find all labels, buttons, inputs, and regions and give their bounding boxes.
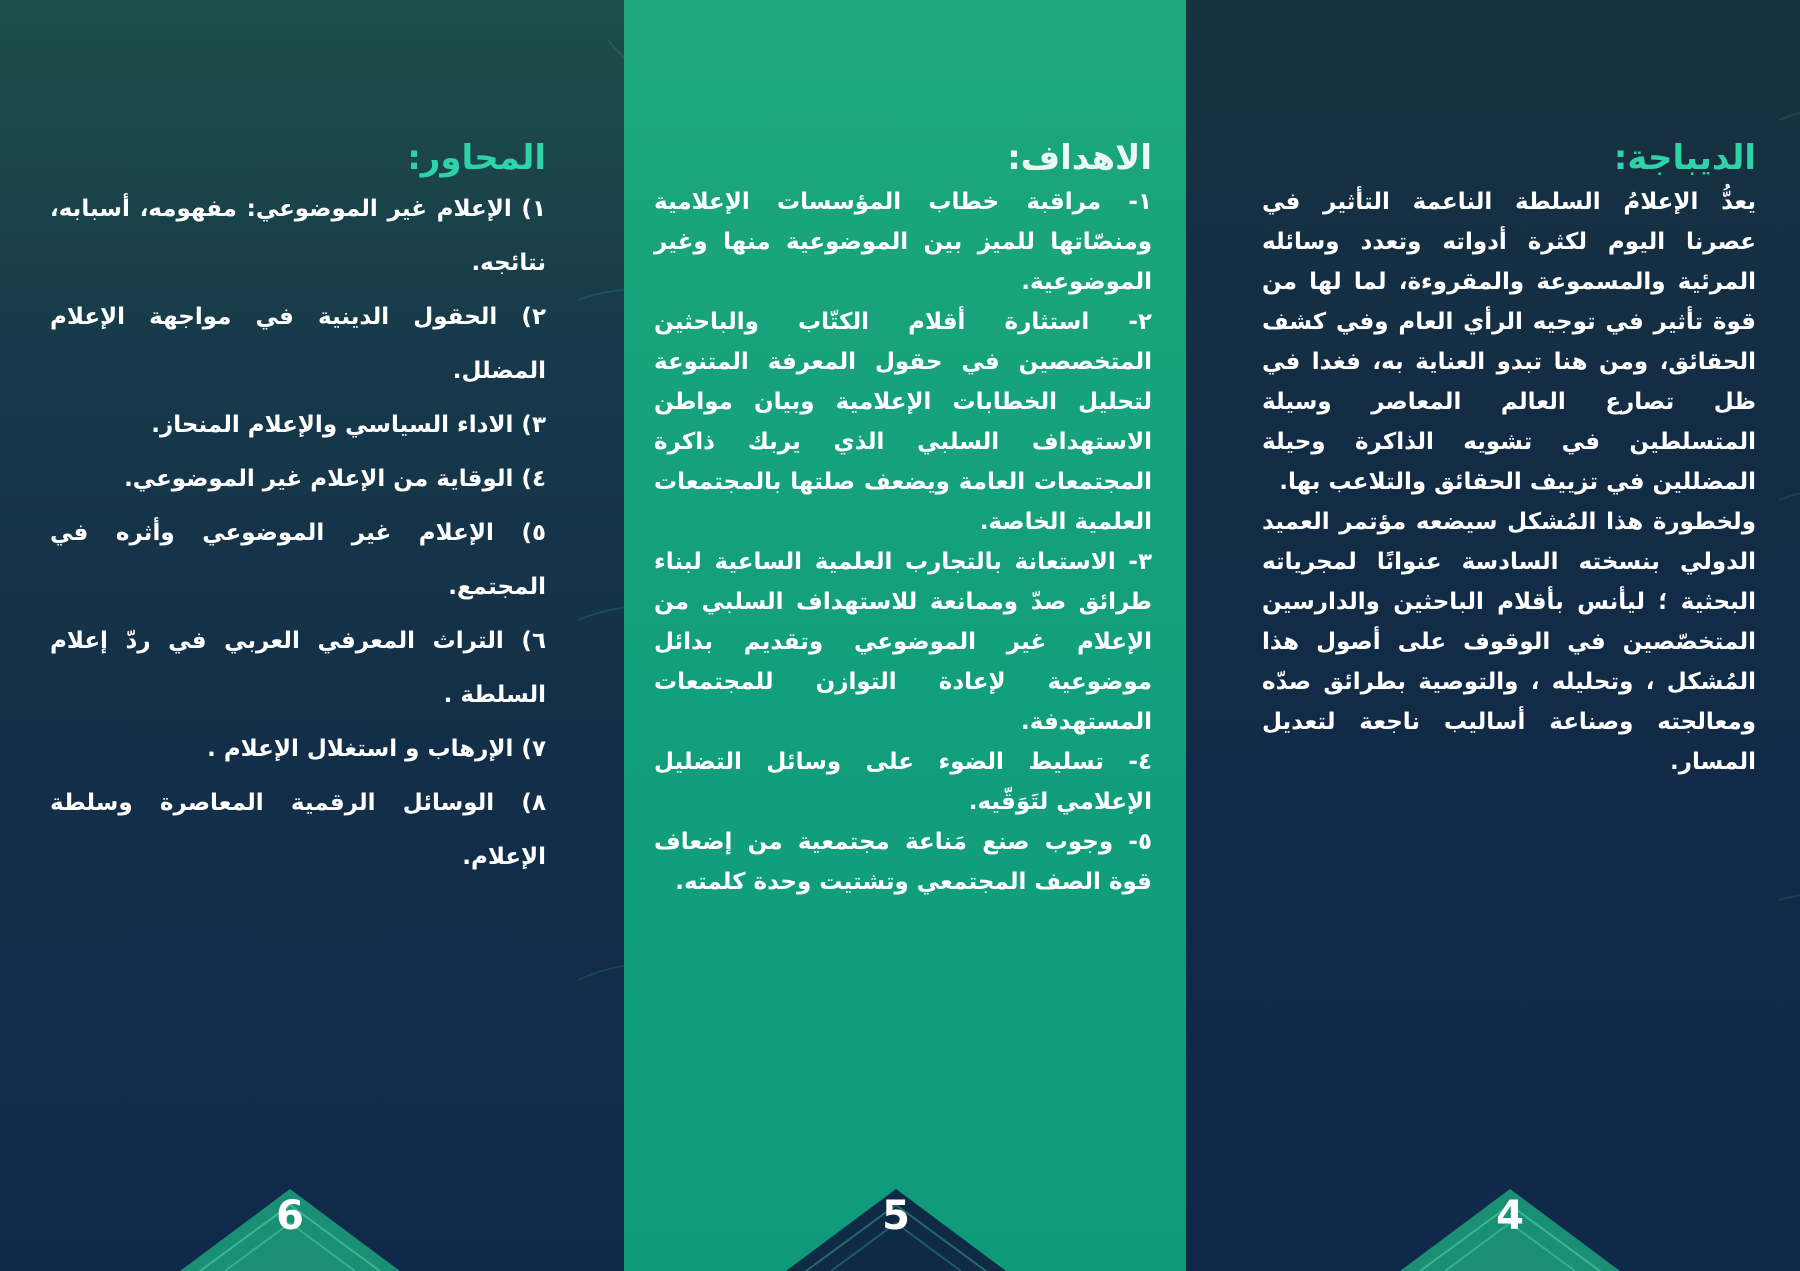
objectives-column [654, 138, 1152, 902]
preamble-paragraph: ولخطورة هذا المُشكل سيضعه مؤتمر العميد الدولي بنسخته السادسة عنوانًا لمجرياته البحثية ؛ ليأنس بأقلام الباحثين والدارسين المتخصّصين في الوقوف على أصول هذا المُشكل ، وتحليله ، والتوصية بطرائق صدّه ومعالجته وصناعة أساليب ناجعة لتعديل المسار. [1262, 509, 1756, 775]
page-number: 6 [276, 1193, 304, 1239]
preamble-paragraph: يعدُّ الإعلامُ السلطة الناعمة التأثير في عصرنا اليوم لكثرة أدواته وتعدد وسائله المرئية والمسموعة والمقروءة، لما لها من قوة تأثير في توجيه الرأي العام وفي كشف الحقائق، ومن هنا تبدو العناية به، فغدا في ظل تصارع العالم المعاصر وسيلة المتسلطين في تشويه الذاكرة وحيلة المضللين في تزييف الحقائق والتلاعب بها. [1262, 189, 1756, 495]
objective-item: ٥- وجوب صنع مَناعة مجتمعية من إضعاف قوة الصف المجتمعي وتشتيت وحدة كلمته. [654, 829, 1152, 895]
axes-list [50, 182, 546, 884]
axes-title: المحاور: [407, 138, 546, 178]
page-number: 5 [882, 1193, 910, 1239]
objective-item: ١- مراقبة خطاب المؤسسات الإعلامية ومنصّاتها للميز بين الموضوعية منها وغير الموضوعية. [654, 189, 1152, 295]
objective-item: ٣- الاستعانة بالتجارب العلمية الساعية لبناء طرائق صدّ وممانعة للاستهداف السلبي من الإعلام غير الموضوعي وتقديم بدائل موضوعية لإعادة التوازن للمجتمعات المستهدفة. [654, 549, 1152, 735]
objectives-title: الاهداف: [1007, 138, 1152, 178]
objective-item: ٢- استثارة أقلام الكتّاب والباحثين المتخصصين في حقول المعرفة المتنوعة لتحليل الخطابات الإعلامية وبيان مواطن الاستهداف السلبي الذي يربك ذاكرة المجتمعات العامة ويضعف صلتها بالمجتمعات العلمية الخاصة. [654, 309, 1152, 535]
preamble-column [1262, 138, 1756, 782]
page-footer-right [1400, 1181, 1620, 1271]
objective-item: ٤- تسليط الضوء على وسائل التضليل الإعلامي لتَوَقّيه. [654, 749, 1152, 815]
axis-item: ٥) الإعلام غير الموضوعي وأثره في المجتمع. [50, 520, 546, 600]
axes-column [50, 138, 546, 884]
axis-item: ٦) التراث المعرفي العربي في ردّ إعلام السلطة . [50, 628, 546, 708]
preamble-title: الديباجة: [1613, 138, 1756, 178]
axis-item: ٧) الإرهاب و استغلال الإعلام . [207, 736, 546, 762]
axis-item: ٤) الوقاية من الإعلام غير الموضوعي. [124, 466, 546, 492]
page-number: 4 [1496, 1193, 1524, 1239]
axis-item: ٣) الاداء السياسي والإعلام المنحاز. [151, 412, 546, 438]
page-footer-left [180, 1181, 400, 1271]
axis-item: ٨) الوسائل الرقمية المعاصرة وسلطة الإعلام. [50, 790, 546, 870]
axis-item: ١) الإعلام غير الموضوعي: مفهومه، أسبابه، نتائجه. [50, 196, 546, 276]
page-footer-center [786, 1181, 1006, 1271]
axis-item: ٢) الحقول الدينية في مواجهة الإعلام المضلل. [50, 304, 546, 384]
